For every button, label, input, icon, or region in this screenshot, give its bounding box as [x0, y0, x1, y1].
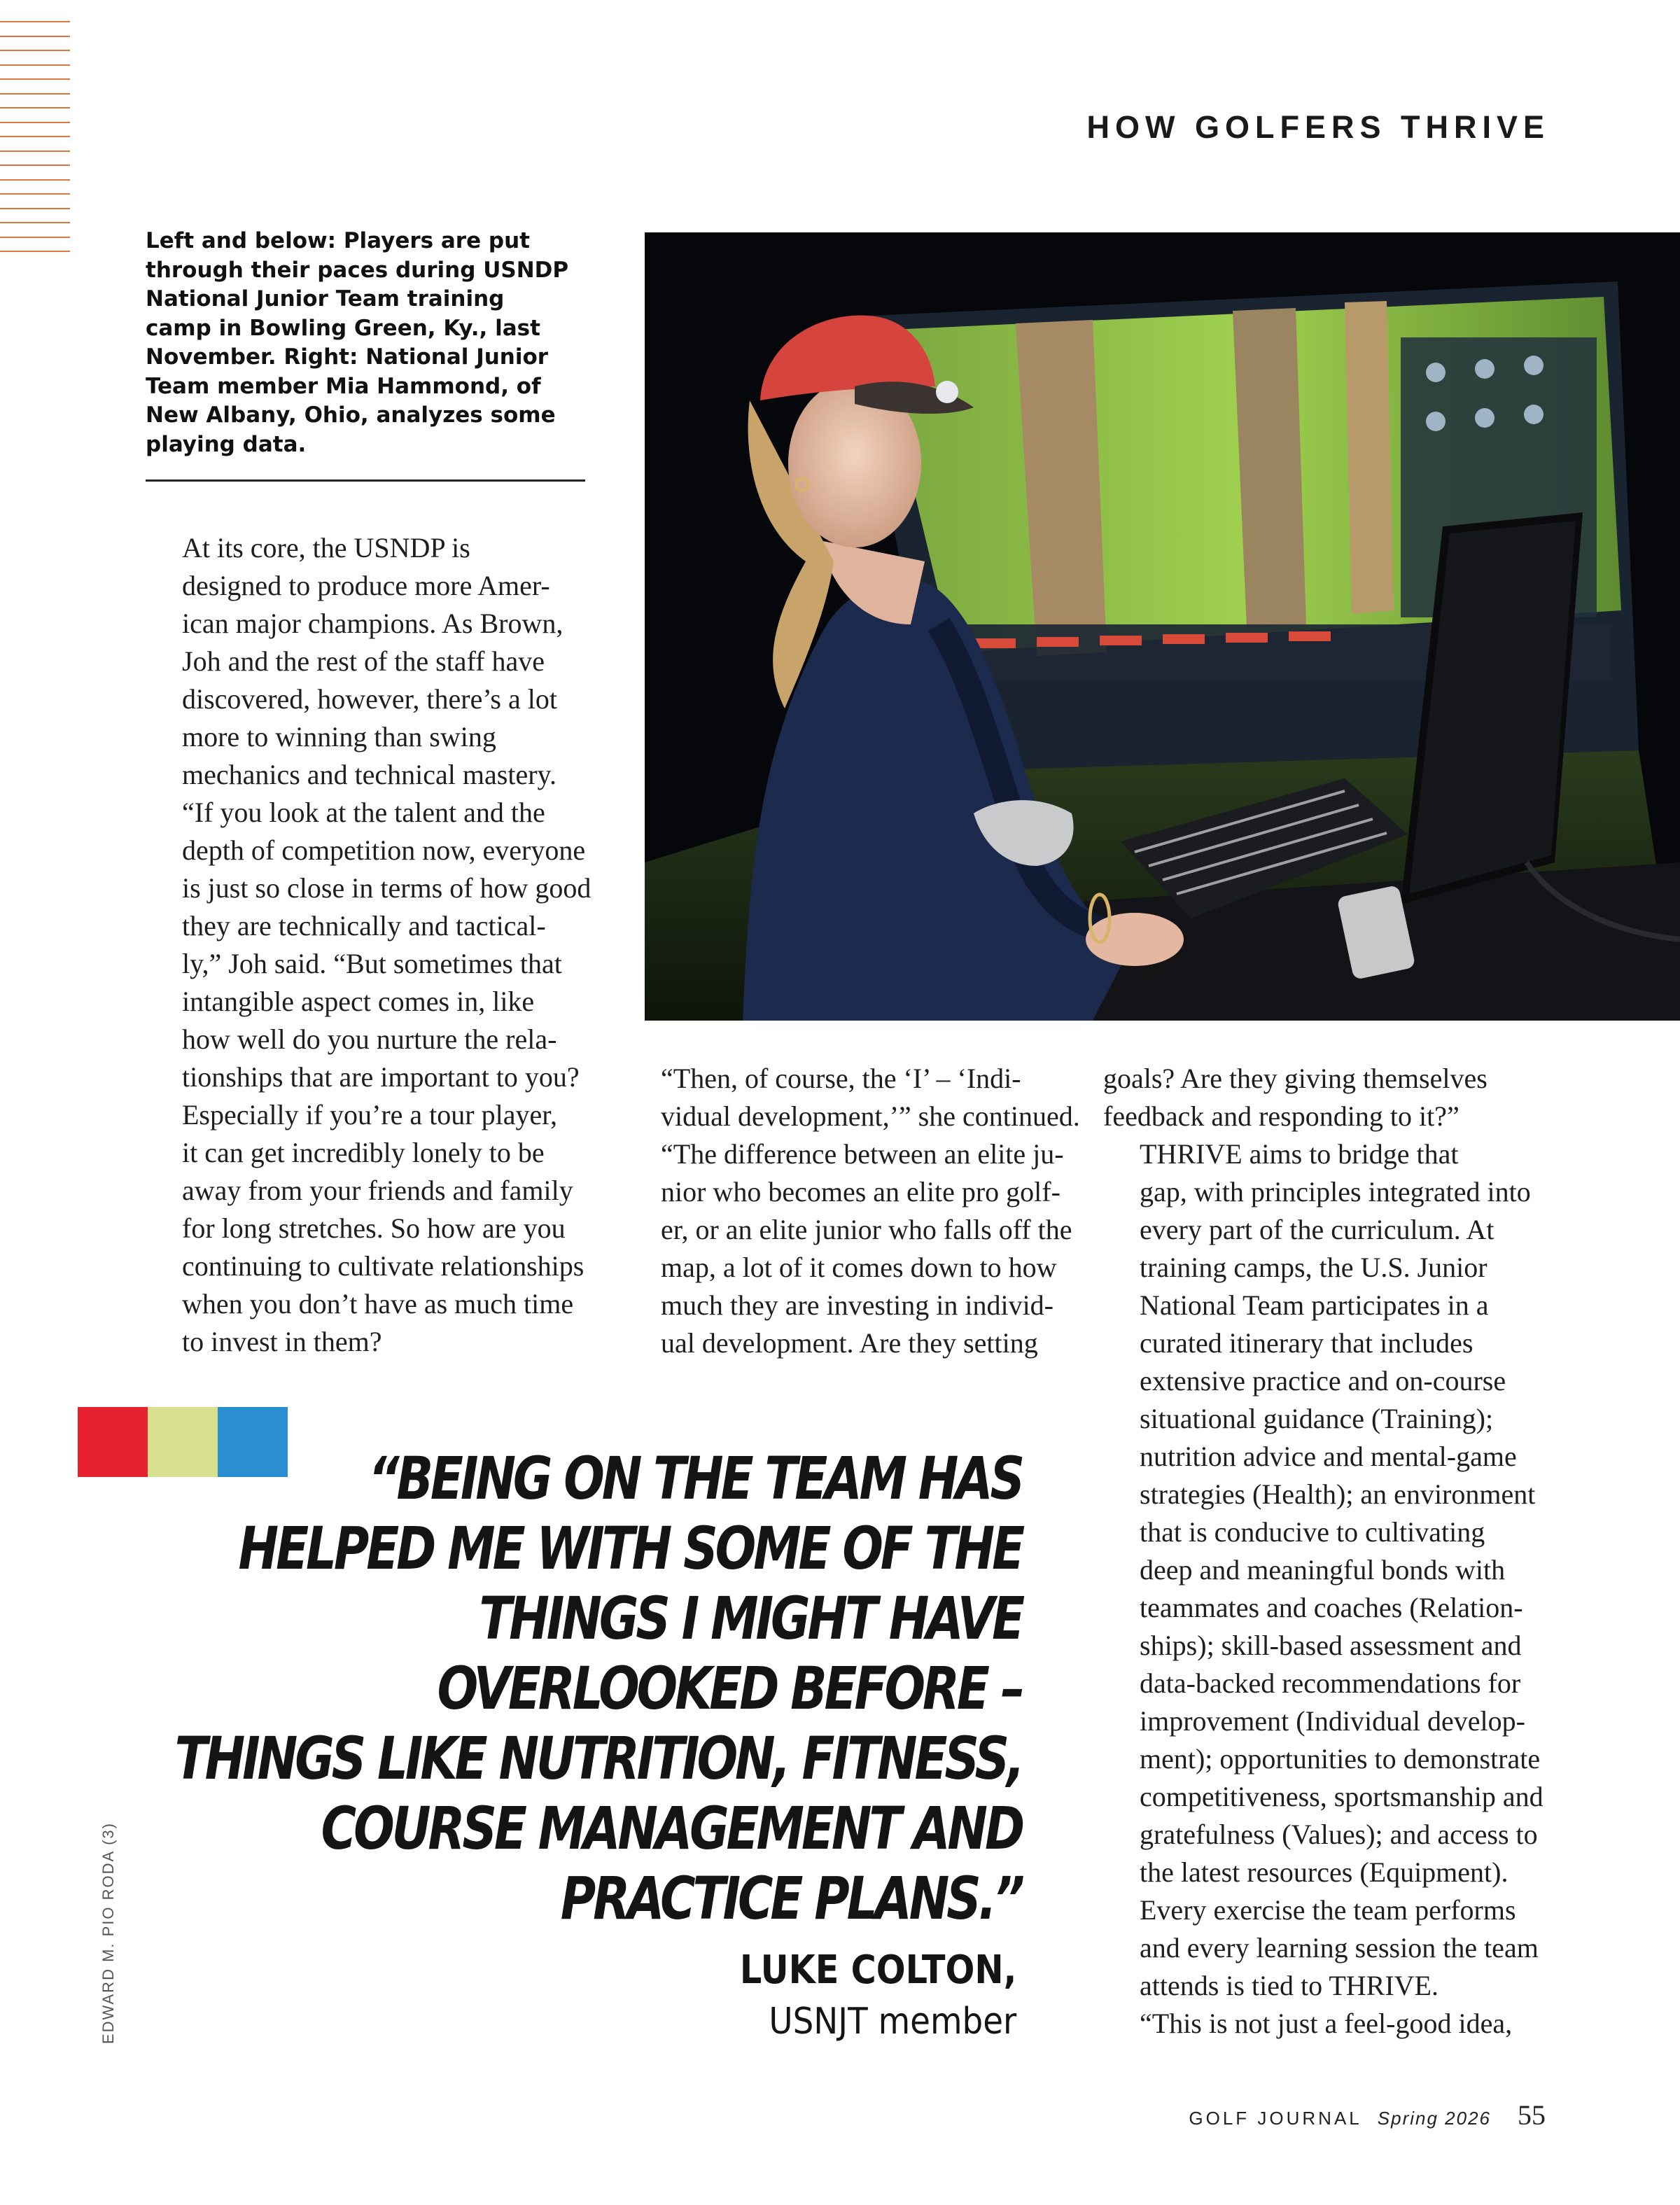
- article-line: nutrition advice and mental-game: [1140, 1441, 1517, 1472]
- decorative-line: [0, 150, 70, 152]
- article-line: strategies (Health); an environment: [1140, 1478, 1536, 1510]
- caption-line: November. Right: National Junior: [146, 344, 549, 370]
- article-paragraph: [1103, 1135, 1565, 2005]
- article-line: map, a lot of it comes down to how: [661, 1252, 1057, 1283]
- decorative-line: [0, 237, 70, 238]
- article-line: National Team participates in a: [1140, 1289, 1489, 1321]
- article-line: away from your friends and family: [182, 1175, 573, 1206]
- page-number: 55: [1518, 2099, 1546, 2131]
- decorative-line: [0, 179, 70, 181]
- pull-quote-line: THINGS I MIGHT HAVE: [479, 1584, 1022, 1653]
- caption-line: National Junior Team training: [146, 286, 505, 312]
- page-footer: [1189, 2099, 1546, 2141]
- article-line: ican major champions. As Brown,: [182, 608, 564, 639]
- article-line: data-backed recommendations for: [1140, 1667, 1521, 1699]
- caption-line: playing data.: [146, 431, 307, 457]
- article-line: extensive practice and on-course: [1140, 1365, 1506, 1396]
- article-line: nior who becomes an elite pro golf-: [661, 1176, 1060, 1208]
- article-line: THRIVE aims to bridge that: [1140, 1138, 1459, 1170]
- article-line: to invest in them?: [182, 1326, 382, 1357]
- article-line: when you don’t have as much time: [182, 1288, 574, 1320]
- article-line: and every learning session the team: [1140, 1932, 1539, 1963]
- article-line: “Then, of course, the ‘I’ – ‘Indi-: [661, 1063, 1021, 1094]
- article-line: that is conducive to cultivating: [1140, 1516, 1485, 1548]
- photo-golfer-analyzing-data: [645, 232, 1680, 1021]
- quote-attribution-name: LUKE COLTON,: [739, 1947, 1016, 1993]
- article-column-right: [1103, 1060, 1565, 2043]
- article-line: Every exercise the team performs: [1140, 1894, 1516, 1926]
- footer-issue: Spring 2026: [1377, 2108, 1491, 2129]
- article-line: improvement (Individual develop-: [1140, 1705, 1525, 1737]
- pull-quote-line: “BEING ON THE TEAM HAS: [368, 1444, 1022, 1513]
- article-line: curated itinerary that includes: [1140, 1327, 1474, 1359]
- decorative-line: [0, 21, 70, 22]
- article-line: training camps, the U.S. Junior: [1140, 1252, 1488, 1283]
- article-paragraph: [146, 794, 594, 1361]
- article-line: continuing to cultivate relationships: [182, 1250, 584, 1282]
- decorative-line: [0, 107, 70, 108]
- article-line: ual development. Are they setting: [661, 1327, 1038, 1359]
- caption-line: Team member Mia Hammond, of: [146, 373, 541, 399]
- decorative-line: [0, 193, 70, 195]
- article-line: er, or an elite junior who falls off the: [661, 1214, 1072, 1245]
- caption-line: New Albany, Ohio, analyzes some: [146, 402, 556, 428]
- quote-attribution-role: USNJT member: [769, 2001, 1016, 2043]
- article-line: vidual development,’” she continued.: [661, 1100, 1080, 1132]
- article-line: it can get incredibly lonely to be: [182, 1137, 545, 1168]
- decorative-orange-lines: [0, 21, 70, 273]
- article-line: much they are investing in individ-: [661, 1289, 1054, 1321]
- decorative-line: [0, 136, 70, 137]
- article-line: feedback and responding to it?”: [1103, 1100, 1460, 1132]
- article-paragraph: [624, 1060, 1079, 1362]
- caption-line: through their paces during USNDP: [146, 257, 569, 283]
- article-paragraph: [1103, 2005, 1565, 2043]
- photo-credit: EDWARD M. PIO RODA (3): [99, 1822, 117, 2044]
- article-line: mechanics and technical mastery.: [182, 759, 556, 790]
- article-paragraph: [1103, 1060, 1565, 1135]
- caption-line: Left and below: Players are put: [146, 228, 530, 253]
- article-line: At its core, the USNDP is: [182, 532, 470, 564]
- article-line: ly,” Joh said. “But sometimes that: [182, 948, 562, 979]
- article-line: Especially if you’re a tour player,: [182, 1099, 557, 1130]
- footer-publication: GOLF JOURNAL: [1189, 2108, 1362, 2129]
- article-line: tionships that are important to you?: [182, 1061, 580, 1093]
- article-line: goals? Are they giving themselves: [1103, 1063, 1488, 1094]
- pull-quote-line: PRACTICE PLANS.”: [560, 1864, 1022, 1933]
- article-line: gap, with principles integrated into: [1140, 1176, 1531, 1208]
- article-line: the latest resources (Equipment).: [1140, 1856, 1508, 1888]
- pull-quote-line: OVERLOOKED BEFORE –: [437, 1654, 1022, 1723]
- photo-caption: [146, 227, 587, 459]
- article-line: depth of competition now, everyone: [182, 834, 586, 866]
- pull-quote-line: THINGS LIKE NUTRITION, FITNESS,: [174, 1724, 1022, 1793]
- article-line: Joh and the rest of the staff have: [182, 645, 545, 677]
- article-line: more to winning than swing: [182, 721, 496, 752]
- article-line: designed to produce more Amer-: [182, 570, 550, 601]
- decorative-line: [0, 122, 70, 123]
- article-line: “If you look at the talent and the: [182, 797, 545, 828]
- decorative-line: [0, 93, 70, 94]
- article-line: teammates and coaches (Relation-: [1140, 1592, 1523, 1623]
- decorative-line: [0, 78, 70, 80]
- article-line: is just so close in terms of how good: [182, 872, 592, 904]
- decorative-line: [0, 36, 70, 37]
- decorative-line: [0, 64, 70, 66]
- article-line: “The difference between an elite ju-: [661, 1138, 1064, 1170]
- article-line: intangible aspect comes in, like: [182, 986, 535, 1017]
- section-title: HOW GOLFERS THRIVE: [1086, 109, 1550, 145]
- pull-quote-line: COURSE MANAGEMENT AND: [321, 1794, 1022, 1863]
- article-line: deep and meaningful bonds with: [1140, 1554, 1506, 1586]
- caption-divider: [146, 479, 585, 482]
- decorative-line: [0, 208, 70, 209]
- article-column-left: [146, 529, 594, 1361]
- decorative-line: [0, 222, 70, 223]
- article-line: how well do you nurture the rela-: [182, 1023, 557, 1055]
- article-line: attends is tied to THRIVE.: [1140, 1970, 1438, 2001]
- caption-line: camp in Bowling Green, Ky., last: [146, 315, 540, 341]
- decorative-line: [0, 164, 70, 166]
- article-line: competitiveness, sportsmanship and: [1140, 1781, 1544, 1812]
- article-line: ment); opportunities to demonstrate: [1140, 1743, 1541, 1774]
- article-line: every part of the curriculum. At: [1140, 1214, 1494, 1245]
- pull-quote: [0, 1443, 1022, 1933]
- article-line: gratefulness (Values); and access to: [1140, 1819, 1538, 1850]
- decorative-line: [0, 251, 70, 252]
- article-line: they are technically and tactical-: [182, 910, 546, 941]
- article-line: discovered, however, there’s a lot: [182, 683, 557, 715]
- decorative-line: [0, 50, 70, 51]
- article-line: situational guidance (Training);: [1140, 1403, 1494, 1434]
- article-column-middle: [624, 1060, 1079, 1362]
- article-line: ships); skill-based assessment and: [1140, 1630, 1522, 1661]
- article-paragraph: [146, 529, 594, 794]
- article-line: for long stretches. So how are you: [182, 1212, 566, 1244]
- pull-quote-line: HELPED ME WITH SOME OF THE: [238, 1514, 1023, 1583]
- article-line: “This is not just a feel-good idea,: [1140, 2008, 1513, 2039]
